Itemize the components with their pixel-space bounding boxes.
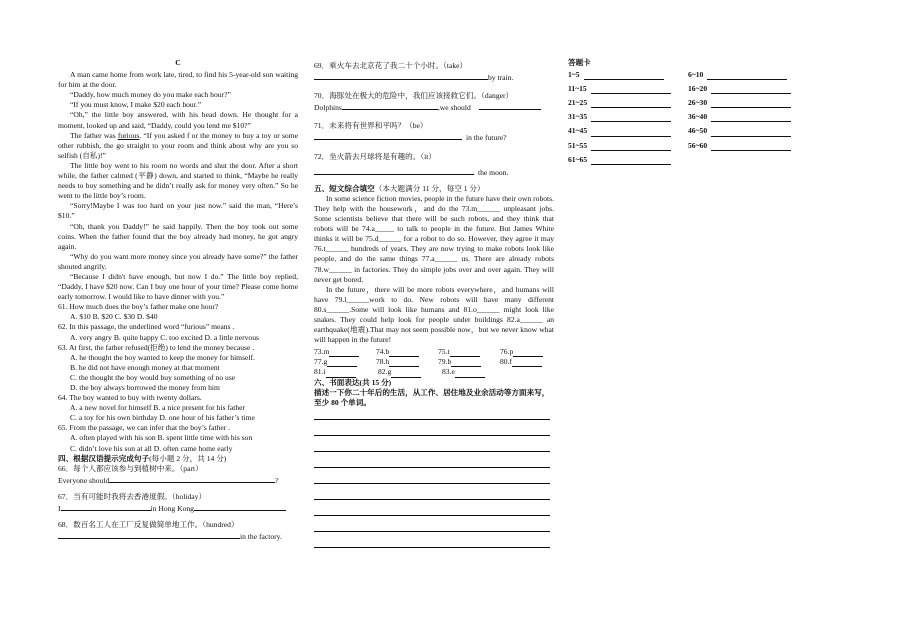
answer-label: 80.f bbox=[500, 357, 513, 367]
passage-paragraph: “Daddy, how much money do you make each hour?” bbox=[70, 90, 231, 100]
writing-line[interactable] bbox=[314, 508, 550, 516]
line-suffix: in the factory. bbox=[240, 532, 282, 542]
answer-label: 78.h bbox=[376, 357, 390, 367]
writing-line[interactable] bbox=[314, 492, 550, 500]
answer-blank[interactable] bbox=[389, 358, 419, 367]
section-title: 五、短文综合填空 bbox=[314, 183, 375, 193]
section-note: (每小题 2 分，共 14 分) bbox=[149, 453, 227, 463]
passage-heading: C bbox=[175, 58, 181, 67]
question-69: 69．乘火车去北京花了我二十个小时。（take） bbox=[314, 61, 468, 70]
answer-label: 77.g bbox=[314, 357, 328, 367]
answer-card-cell[interactable] bbox=[568, 141, 680, 151]
passage-paragraph: “Oh,” the little boy answered, with his head down. He thought for a moment, looked up and said, “Daddy, could you lend me $10?” bbox=[58, 110, 298, 130]
answer-card-title: 答题卡 bbox=[568, 58, 591, 67]
reading-column-c bbox=[58, 58, 298, 542]
answer-cell[interactable] bbox=[314, 367, 370, 377]
question-68: 68．数百名工人在工厂反复做简单地工作。（hundred） bbox=[58, 520, 239, 530]
answer-label: 74.b bbox=[376, 347, 390, 357]
answer-blank[interactable] bbox=[389, 348, 419, 357]
line-prefix: Dolphins bbox=[314, 103, 342, 113]
answer-card-cell[interactable] bbox=[568, 112, 680, 122]
answer-card-range: 31~35 bbox=[568, 112, 588, 122]
passage-paragraph bbox=[58, 131, 298, 161]
question-62-options: A. very angry B. quite happy C. too excited D. a little nervous bbox=[70, 332, 259, 342]
answer-blank[interactable] bbox=[711, 142, 791, 151]
answer-blank[interactable] bbox=[591, 142, 671, 151]
answer-line-70[interactable] bbox=[314, 101, 554, 113]
answer-card-range: 11~15 bbox=[568, 84, 587, 94]
answer-card-range: 16~20 bbox=[688, 84, 708, 94]
section-4-heading bbox=[58, 454, 298, 464]
section-title: 四、根据汉语提示完成句子 bbox=[58, 453, 150, 463]
text-span: . “If you asked f or the money to buy a toy or some other rubbish, the go straight to your room and think about why are you so selfish (自私)!” bbox=[58, 130, 298, 160]
answer-blank[interactable] bbox=[591, 128, 671, 137]
answer-card-rows bbox=[568, 70, 818, 165]
writing-line[interactable] bbox=[314, 476, 550, 484]
text-span: The father was bbox=[70, 130, 118, 140]
passage-paragraph: “Because I didn't have enough, but now I do.” The little boy replied, “Daddy, I have $20 now. Can I buy one hour of your time? Please come home early tomorrow. I would like to have dinner with you.” bbox=[58, 271, 298, 302]
line-prefix: I bbox=[58, 504, 61, 514]
answer-card-range: 1~5 bbox=[568, 70, 580, 80]
writing-line[interactable] bbox=[314, 540, 550, 548]
answer-grid-row bbox=[314, 367, 554, 377]
answer-blank[interactable] bbox=[711, 128, 791, 137]
question-63-option-c: C. the thought the boy would buy something of no use bbox=[70, 372, 236, 382]
answer-card-row bbox=[568, 155, 818, 165]
answer-cell[interactable] bbox=[314, 357, 368, 367]
answer-card-range: 21~25 bbox=[568, 98, 588, 108]
passage-paragraph: A man came home from work late, tired, to find his 5-year-old son waiting for him at the door. bbox=[58, 70, 298, 90]
answer-card-range: 26~30 bbox=[688, 98, 708, 108]
question-63-option-d: D. the boy always borrowed the money from him bbox=[70, 383, 220, 392]
question-61-options: A. $10 B. $20 C. $30 D. $40 bbox=[70, 312, 158, 322]
line-suffix: the moon. bbox=[478, 167, 509, 177]
answer-blank[interactable] bbox=[194, 502, 286, 511]
answer-label: 73.m bbox=[314, 347, 330, 357]
answer-card-row bbox=[568, 84, 818, 94]
answer-card-cell[interactable] bbox=[568, 155, 680, 165]
answer-card-row bbox=[568, 98, 818, 108]
question-70: 70．海豚处在极大的危险中，我们应该接救它们。（danger） bbox=[314, 91, 514, 101]
passage-paragraph: “Sorry!Maybe I was too hard on your just now.” said the man, “Here’s $10.” bbox=[58, 201, 298, 221]
answer-cell[interactable] bbox=[438, 357, 492, 367]
answer-card-range: 46~50 bbox=[688, 126, 708, 136]
answer-blank[interactable] bbox=[329, 348, 359, 357]
section-6-heading: 六、书面表达(共 15 分) bbox=[314, 377, 392, 387]
answer-cell[interactable] bbox=[314, 347, 368, 357]
question-63-option-a: A. he thought the boy wanted to keep the money for himself. bbox=[70, 352, 255, 362]
question-65-options-ab: A. often played with his son B. spent little time with his son bbox=[70, 433, 253, 443]
answer-line-71[interactable] bbox=[314, 131, 554, 143]
question-61: 61. How much does the boy’s father make one hour? bbox=[58, 302, 219, 312]
answer-card-cell[interactable] bbox=[688, 84, 800, 94]
answer-blank[interactable] bbox=[314, 71, 488, 80]
writing-line[interactable] bbox=[314, 412, 550, 420]
answer-card-row bbox=[568, 141, 818, 151]
answer-blank[interactable] bbox=[707, 71, 787, 80]
answer-grid-row bbox=[314, 357, 554, 367]
line-middle: in Hong Kong bbox=[150, 504, 194, 514]
answer-line-72[interactable] bbox=[314, 166, 554, 178]
answer-blank[interactable] bbox=[314, 131, 462, 140]
question-65: 65. From the passage, we can infer that the boy’s father . bbox=[58, 423, 231, 433]
answer-line-67[interactable] bbox=[58, 502, 298, 514]
answer-card-range: 6~10 bbox=[688, 70, 704, 80]
answer-blank[interactable] bbox=[61, 502, 151, 511]
answer-card-cell[interactable] bbox=[688, 141, 800, 151]
question-66: 66．每个人都应该参与到植树中来。（part） bbox=[58, 463, 203, 473]
answer-cell[interactable] bbox=[378, 367, 434, 377]
passage-paragraph: “Why do you want more money since you already have some?” the father shouted angrily. bbox=[58, 251, 298, 271]
passage-paragraph: In some science fiction movies, people in the future have their own robots. They help with the housework，and do the 73.m______ unpleasant jobs. Some scientists believe that there will be such robots, and they think that robots will be 74.a_____ to talk to people in the future. But James White thinks it will be 75.d______ for a robot to do so. However, they agree it may 76.t______ hundreds of years. They are now trying to make robots look like people, and do the same things 77.a______ us. There are already robots 78.w______ in factories. They do simple jobs over and over again. They will never get bored. bbox=[314, 193, 554, 284]
question-63: 63. At first, the father refused(拒绝) to lend the money because . bbox=[58, 342, 255, 352]
answer-blank[interactable] bbox=[479, 101, 541, 110]
answer-card-cell[interactable] bbox=[688, 98, 800, 108]
answer-label: 75.t bbox=[438, 347, 450, 357]
answer-card-range: 41~45 bbox=[568, 126, 588, 136]
line-suffix: by train. bbox=[488, 73, 514, 83]
answer-label: 83.e bbox=[442, 367, 455, 377]
answer-card-range: 56~60 bbox=[688, 140, 708, 150]
section-5-heading bbox=[314, 184, 554, 194]
answer-cell[interactable] bbox=[376, 347, 430, 357]
question-63-option-b: B. he did not have enough money at that moment bbox=[70, 362, 220, 372]
answer-label: 76.p bbox=[500, 347, 514, 357]
answer-blank[interactable] bbox=[584, 71, 664, 80]
answer-blank[interactable] bbox=[391, 369, 421, 378]
answer-card-cell[interactable] bbox=[568, 84, 680, 94]
answer-blank[interactable] bbox=[591, 85, 671, 94]
question-62: 62. In this passage, the underlined word “furious” means . bbox=[58, 322, 235, 332]
answer-blank[interactable] bbox=[711, 113, 791, 122]
answer-cell[interactable] bbox=[438, 347, 492, 357]
answer-label: 81.i bbox=[314, 367, 326, 377]
answer-blank[interactable] bbox=[711, 99, 791, 108]
line-suffix: in the future? bbox=[466, 133, 507, 143]
answer-blank[interactable] bbox=[314, 166, 474, 175]
writing-line[interactable] bbox=[314, 428, 550, 436]
answer-blank[interactable] bbox=[58, 530, 240, 539]
answer-card-cell[interactable] bbox=[688, 126, 800, 136]
exercise-column bbox=[314, 61, 554, 556]
passage-paragraph: In the future，there will be more robots everywhere，and humans will have 79.l______work to do. New robots will have many different 80.s______.Some will look like humans and 81.o______ might look like snakes. They could help look for people under buildings 82.a______ an earthquake(地震).That may not seem possible now，but we never know what will happen in the future! bbox=[314, 284, 554, 345]
writing-line[interactable] bbox=[314, 444, 550, 452]
answer-cell[interactable] bbox=[500, 357, 554, 367]
writing-area[interactable] bbox=[314, 412, 554, 548]
section-note: （本大题满分 11 分，每空 1 分） bbox=[374, 183, 485, 193]
answer-card-row bbox=[568, 70, 818, 80]
answer-blank[interactable] bbox=[450, 348, 480, 357]
underlined-word: furious bbox=[117, 130, 140, 140]
answer-grid-row bbox=[314, 347, 554, 357]
answer-label: 82.g bbox=[378, 367, 392, 377]
answer-blank[interactable] bbox=[327, 358, 357, 367]
answer-blank[interactable] bbox=[109, 474, 275, 483]
question-64: 64. The boy wanted to buy with twenty dollars. bbox=[58, 393, 202, 403]
answer-card-cell[interactable] bbox=[688, 112, 800, 122]
passage-paragraph: “If you must know, I make $20 each hour.” bbox=[70, 100, 202, 110]
answer-card-cell[interactable] bbox=[688, 70, 800, 80]
line-middle: ,we should bbox=[437, 103, 471, 113]
answer-blank[interactable] bbox=[591, 113, 671, 122]
writing-prompt: 描述一下你二十年后的生活，从工作、居住地及业余活动等方面来写，至少 80 个单词。 bbox=[314, 387, 550, 407]
answer-blank[interactable] bbox=[326, 369, 356, 378]
answer-card-cell[interactable] bbox=[568, 126, 680, 136]
question-64-options-cd: C. a toy for his own birthday D. one hour of his father’s time bbox=[70, 413, 255, 423]
answer-line-68[interactable] bbox=[58, 530, 298, 542]
writing-line[interactable] bbox=[314, 524, 550, 532]
passage-paragraph: The little boy went to his room no words and shut the door. After a short while, the father calmed (平静) down, and started to think, “Maybe he really needs to buy something and he didn’t really ask for money very often.” So he went to the little boy’s room. bbox=[58, 160, 298, 201]
answer-line-66[interactable] bbox=[58, 474, 298, 486]
question-71: 71．未来将有世界和平吗？（be） bbox=[314, 121, 428, 131]
answer-line-69[interactable] bbox=[314, 71, 554, 83]
answer-blank[interactable] bbox=[451, 358, 481, 367]
answer-blank[interactable] bbox=[591, 99, 671, 108]
question-67: 67．当有可能时我将去香港度假。（holiday） bbox=[58, 491, 207, 501]
line-suffix: ? bbox=[275, 475, 279, 485]
answer-card-cell[interactable] bbox=[568, 98, 680, 108]
answer-grid bbox=[314, 347, 554, 377]
answer-blank[interactable] bbox=[711, 85, 791, 94]
line-prefix: Everyone should bbox=[58, 475, 110, 485]
answer-blank[interactable] bbox=[342, 101, 438, 110]
writing-line[interactable] bbox=[314, 460, 550, 468]
answer-label: 79.b bbox=[438, 357, 452, 367]
answer-blank[interactable] bbox=[591, 156, 671, 165]
answer-blank[interactable] bbox=[513, 348, 543, 357]
answer-blank[interactable] bbox=[455, 369, 485, 378]
question-72: 72．坐火箭去月球将是有趣的。（it） bbox=[314, 151, 436, 161]
answer-card-cell[interactable] bbox=[568, 70, 680, 80]
answer-card-range: 36~40 bbox=[688, 112, 708, 122]
question-64-options-ab: A. a new novel for himself B. a nice present for his father bbox=[70, 403, 246, 413]
answer-card-range: 51~55 bbox=[568, 140, 588, 150]
answer-card-row bbox=[568, 112, 818, 122]
answer-blank[interactable] bbox=[512, 358, 542, 367]
answer-card bbox=[568, 58, 818, 169]
answer-card-range: 61~65 bbox=[568, 154, 588, 164]
answer-card-row bbox=[568, 126, 818, 136]
answer-cell[interactable] bbox=[442, 367, 498, 377]
question-65-options-cd: C. didn’t love his son at all D. often came home early bbox=[70, 443, 233, 453]
answer-cell[interactable] bbox=[376, 357, 430, 367]
passage-paragraph: “Oh, thank you Daddy!” he said happily. Then the boy took out some coins. When the father found that the boy already had money, he got angry again. bbox=[58, 221, 298, 251]
answer-cell[interactable] bbox=[500, 347, 554, 357]
